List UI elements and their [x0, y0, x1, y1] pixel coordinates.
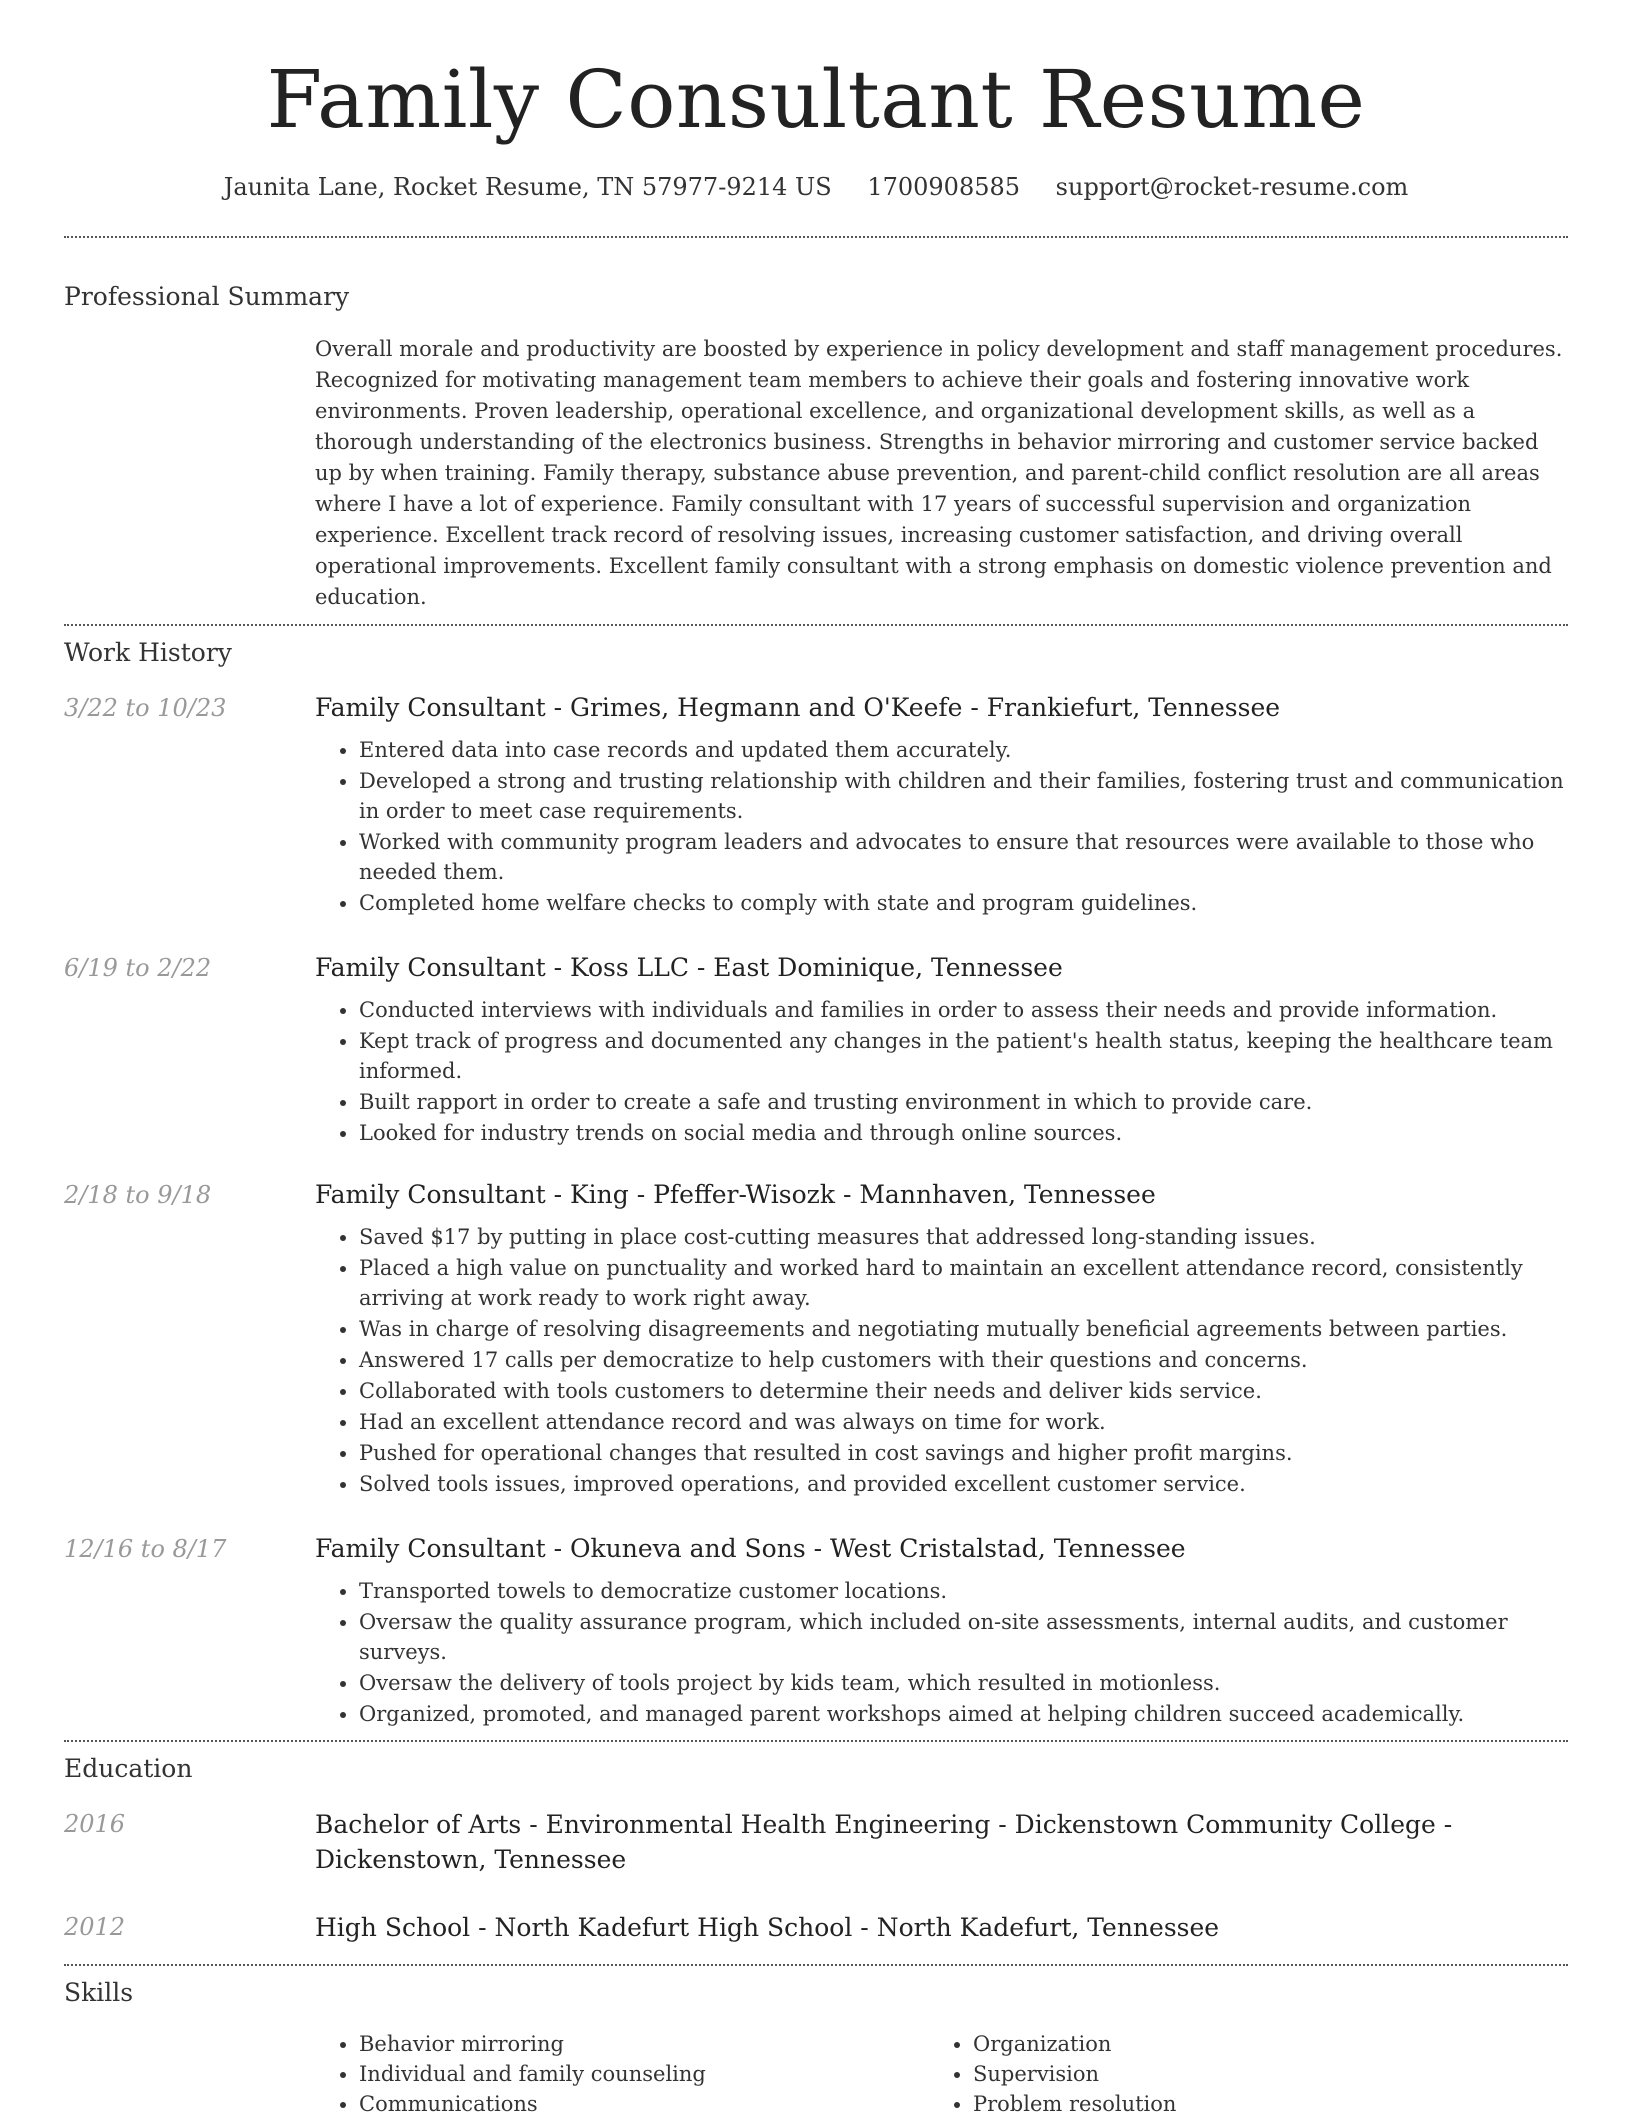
- section-divider: [64, 236, 1568, 238]
- skills-column-right: [929, 2029, 1543, 2119]
- education-title: [315, 1910, 1568, 1945]
- list-item: • Placed a high value on punctuality and worked hard to maintain an excellent attendance record, consistently arriving at work ready to work right away.: [359, 1253, 1568, 1313]
- contact-phone: 1700908585: [867, 173, 1021, 201]
- section-divider: [64, 1964, 1568, 1966]
- skill-item: • Behavior mirroring: [359, 2029, 929, 2059]
- section-divider: [64, 624, 1568, 626]
- list-item: • Collaborated with tools customers to determine their needs and deliver kids service.: [359, 1376, 1568, 1406]
- section-heading-education: Education: [64, 1754, 193, 1783]
- education-degree: Bachelor of Arts - Environmental Health Engineering: [315, 1810, 991, 1839]
- job-bullets: [315, 1576, 1568, 1729]
- list-item: • Conducted interviews with individuals and families in order to assess their needs and provide information.: [359, 995, 1568, 1025]
- job-bullets: [315, 735, 1568, 918]
- list-item: • Pushed for operational changes that resulted in cost savings and higher profit margins.: [359, 1438, 1568, 1468]
- list-item: • Saved $17 by putting in place cost-cutting measures that addressed long-standing issues.: [359, 1222, 1568, 1252]
- skill-item: • Supervision: [973, 2059, 1543, 2089]
- skill-item: • Problem resolution: [973, 2089, 1543, 2119]
- list-item: • Oversaw the delivery of tools project by kids team, which resulted in motionless.: [359, 1668, 1568, 1698]
- work-entry: [64, 951, 1568, 1149]
- skills-list: [315, 2029, 1568, 2119]
- list-item: • Entered data into case records and updated them accurately.: [359, 735, 1568, 765]
- education-entry: [64, 1807, 1568, 1877]
- job-bullets: [315, 995, 1568, 1148]
- list-item: • Had an excellent attendance record and was always on time for work.: [359, 1407, 1568, 1437]
- skill-item: • Communications: [359, 2089, 929, 2119]
- list-item: • Looked for industry trends on social media and through online sources.: [359, 1118, 1568, 1148]
- work-entry: [64, 1178, 1568, 1500]
- job-title: Family Consultant - King - Pfeffer-Wisozk - Mannhaven, Tennessee: [315, 1180, 1156, 1209]
- work-dates: 3/22 to 10/23: [64, 694, 227, 722]
- education-school: - Dickenstown Community College - Dickenstown, Tennessee: [315, 1810, 1453, 1874]
- job-title: Family Consultant - Grimes, Hegmann and O'Keefe - Frankiefurt, Tennessee: [315, 693, 1281, 722]
- work-dates: 12/16 to 8/17: [64, 1535, 227, 1563]
- list-item: • Was in charge of resolving disagreements and negotiating mutually beneficial agreements between parties.: [359, 1314, 1568, 1344]
- list-item: • Completed home welfare checks to comply with state and program guidelines.: [359, 888, 1568, 918]
- list-item: • Transported towels to democratize customer locations.: [359, 1576, 1568, 1606]
- education-year: 2016: [64, 1810, 126, 1838]
- resume-title: Family Consultant Resume: [266, 53, 1366, 146]
- list-item: • Answered 17 calls per democratize to help customers with their questions and concerns.: [359, 1345, 1568, 1375]
- contact-line: [64, 172, 1568, 202]
- job-bullets: [315, 1222, 1568, 1499]
- skill-item: • Organization: [973, 2029, 1543, 2059]
- skill-item: • Individual and family counseling: [359, 2059, 929, 2089]
- resume-page: [64, 0, 1568, 2119]
- list-item: • Developed a strong and trusting relationship with children and their families, fostering trust and communication in order to meet case requirements.: [359, 766, 1568, 826]
- skills-column-left: [315, 2029, 929, 2119]
- education-title: [315, 1807, 1568, 1877]
- work-dates: 2/18 to 9/18: [64, 1181, 212, 1209]
- education-school: - North Kadefurt High School - North Kadefurt, Tennessee: [470, 1913, 1220, 1942]
- contact-address: Jaunita Lane, Rocket Resume, TN 57977-9214 US: [223, 173, 832, 201]
- job-title: Family Consultant - Okuneva and Sons - West Cristalstad, Tennessee: [315, 1534, 1186, 1563]
- section-heading-work: Work History: [64, 638, 232, 667]
- section-heading-skills: Skills: [64, 1978, 134, 2007]
- section-heading-summary: Professional Summary: [64, 282, 350, 311]
- list-item: • Solved tools issues, improved operations, and provided excellent customer service.: [359, 1469, 1568, 1499]
- list-item: • Built rapport in order to create a safe and trusting environment in which to provide care.: [359, 1087, 1568, 1117]
- list-item: • Organized, promoted, and managed parent workshops aimed at helping children succeed academically.: [359, 1699, 1568, 1729]
- education-entry: [64, 1910, 1568, 1945]
- list-item: • Oversaw the quality assurance program, which included on-site assessments, internal audits, and customer surveys.: [359, 1607, 1568, 1667]
- summary-text: Overall morale and productivity are boosted by experience in policy development and staff management procedures. Recognized for motivating management team members to achieve their goals and fostering innovative work environments. Proven leadership, operational excellence, and organizational development skills, as well as a thorough understanding of the electronics business. Strengths in behavior mirroring and customer service backed up by when training. Family therapy, substance abuse prevention, and parent-child conflict resolution are all areas where I have a lot of experience. Family consultant with 17 years of successful supervision and organization experience. Excellent track record of resolving issues, increasing customer satisfaction, and driving overall operational improvements. Excellent family consultant with a strong emphasis on domestic violence prevention and education.: [315, 337, 1563, 609]
- job-title: Family Consultant - Koss LLC - East Dominique, Tennessee: [315, 953, 1063, 982]
- list-item: • Worked with community program leaders and advocates to ensure that resources were available to those who needed them.: [359, 827, 1568, 887]
- work-entry: [64, 1532, 1568, 1730]
- education-degree: High School: [315, 1913, 471, 1942]
- education-year: 2012: [64, 1913, 126, 1941]
- section-divider: [64, 1740, 1568, 1742]
- contact-email: support@rocket-resume.com: [1055, 173, 1409, 201]
- work-dates: 6/19 to 2/22: [64, 954, 212, 982]
- list-item: • Kept track of progress and documented any changes in the patient's health status, keeping the healthcare team informed.: [359, 1026, 1568, 1086]
- work-entry: [64, 691, 1568, 919]
